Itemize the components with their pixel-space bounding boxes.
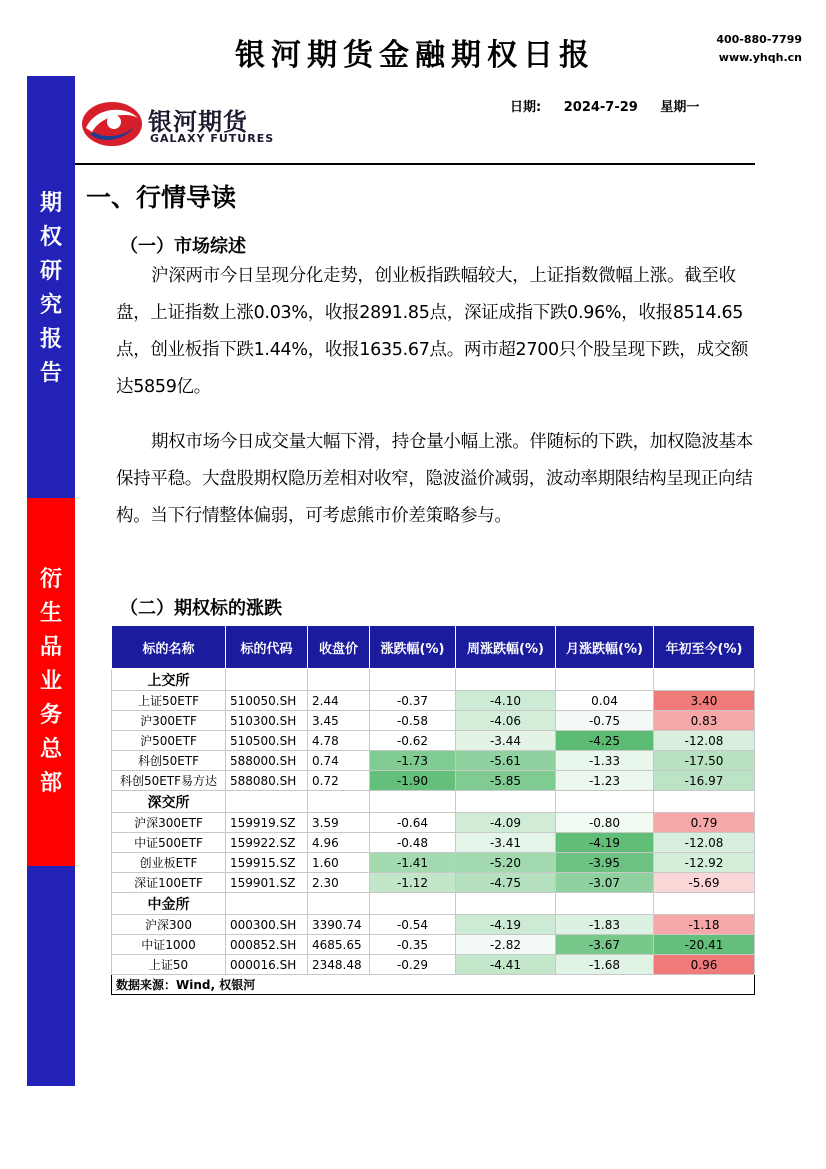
column-header: 标的代码 [226, 626, 308, 669]
value-cell: 3.45 [308, 711, 370, 731]
empty-cell [370, 893, 456, 915]
logo-text-cn: 银河期货 [148, 108, 248, 136]
underlying-code: 000016.SH [226, 955, 308, 975]
value-cell: -20.41 [654, 935, 755, 955]
sidebar-char: 部 [39, 770, 62, 796]
value-cell: -12.08 [654, 731, 755, 751]
empty-cell [370, 669, 456, 691]
value-cell: -5.20 [456, 853, 556, 873]
underlying-name: 科创50ETF易方达 [112, 771, 226, 791]
sidebar-char: 告 [39, 360, 62, 386]
sidebar-mid-band [27, 498, 75, 866]
value-cell: -4.25 [556, 731, 654, 751]
empty-cell [456, 893, 556, 915]
weekday: 星期一 [660, 100, 700, 115]
column-header: 涨跌幅(%) [370, 626, 456, 669]
sidebar-char: 业 [39, 668, 62, 694]
empty-cell [370, 791, 456, 813]
value-cell: -4.10 [456, 691, 556, 711]
underlying-name: 中证1000 [112, 935, 226, 955]
value-cell: 2348.48 [308, 955, 370, 975]
value-cell: -4.75 [456, 873, 556, 893]
company-logo [80, 98, 310, 150]
underlying-code: 000852.SH [226, 935, 308, 955]
section-heading: 一、行情导读 [86, 183, 237, 212]
underlying-name: 上证50ETF [112, 691, 226, 711]
value-cell: -5.85 [456, 771, 556, 791]
empty-cell [654, 893, 755, 915]
exchange-name: 深交所 [112, 791, 226, 813]
value-cell: -0.48 [370, 833, 456, 853]
value-cell: -1.73 [370, 751, 456, 771]
value-cell: -0.58 [370, 711, 456, 731]
underlying-code: 510050.SH [226, 691, 308, 711]
empty-cell [654, 791, 755, 813]
report-title: 银河期货金融期权日报 [235, 38, 595, 73]
sidebar-char: 究 [39, 292, 62, 318]
value-cell: -0.29 [370, 955, 456, 975]
underlying-name: 沪深300ETF [112, 813, 226, 833]
value-cell: -5.69 [654, 873, 755, 893]
sidebar-char: 总 [39, 736, 62, 762]
galaxy-logo-icon [80, 98, 144, 150]
logo-text-en: GALAXY FUTURES [150, 132, 275, 145]
value-cell: -0.54 [370, 915, 456, 935]
sidebar-char: 期 [39, 190, 62, 216]
table-row [112, 833, 755, 853]
value-cell: -1.41 [370, 853, 456, 873]
value-cell: -1.83 [556, 915, 654, 935]
empty-cell [456, 669, 556, 691]
value-cell: -16.97 [654, 771, 755, 791]
value-cell: -4.19 [456, 915, 556, 935]
value-cell: 0.83 [654, 711, 755, 731]
underlying-name: 上证50 [112, 955, 226, 975]
value-cell: 0.74 [308, 751, 370, 771]
empty-cell [556, 669, 654, 691]
value-cell: 0.04 [556, 691, 654, 711]
source-row [112, 975, 755, 995]
value-cell: -0.35 [370, 935, 456, 955]
empty-cell [308, 791, 370, 813]
empty-cell [456, 791, 556, 813]
table-row [112, 915, 755, 935]
value-cell: 4685.65 [308, 935, 370, 955]
sidebar-char: 研 [39, 258, 62, 284]
empty-cell [308, 893, 370, 915]
exchange-name: 中金所 [112, 893, 226, 915]
value-cell: -12.08 [654, 833, 755, 853]
date-value: 2024-7-29 [563, 100, 638, 115]
value-cell: 2.44 [308, 691, 370, 711]
underlying-name: 创业板ETF [112, 853, 226, 873]
underlying-name: 沪500ETF [112, 731, 226, 751]
table-row [112, 955, 755, 975]
empty-cell [556, 893, 654, 915]
value-cell: 4.78 [308, 731, 370, 751]
value-cell: -1.33 [556, 751, 654, 771]
empty-cell [226, 893, 308, 915]
value-cell: -4.41 [456, 955, 556, 975]
group-row [112, 791, 755, 813]
column-header: 周涨跌幅(%) [456, 626, 556, 669]
value-cell: -1.18 [654, 915, 755, 935]
date-label: 日期: [510, 100, 542, 115]
value-cell: -12.92 [654, 853, 755, 873]
subheading-market-overview: （一）市场综述 [120, 236, 246, 257]
sidebar-char: 衍 [39, 566, 62, 592]
value-cell: 2.30 [308, 873, 370, 893]
sidebar-top-band [27, 76, 75, 498]
exchange-name: 上交所 [112, 669, 226, 691]
value-cell: -0.62 [370, 731, 456, 751]
underlying-code: 510300.SH [226, 711, 308, 731]
value-cell: -0.75 [556, 711, 654, 731]
table-row [112, 873, 755, 893]
table-row [112, 691, 755, 711]
underlying-name: 沪深300 [112, 915, 226, 935]
sidebar-char: 报 [39, 326, 62, 352]
underlying-code: 510500.SH [226, 731, 308, 751]
value-cell: 3.59 [308, 813, 370, 833]
value-cell: -3.41 [456, 833, 556, 853]
value-cell: -0.64 [370, 813, 456, 833]
value-cell: 3390.74 [308, 915, 370, 935]
table-row [112, 771, 755, 791]
table-row [112, 813, 755, 833]
underlying-code: 588000.SH [226, 751, 308, 771]
underlying-code: 159922.SZ [226, 833, 308, 853]
underlying-code: 159915.SZ [226, 853, 308, 873]
phone-number: 400-880-7799 [716, 33, 802, 46]
table-row [112, 731, 755, 751]
value-cell: -4.19 [556, 833, 654, 853]
empty-cell [226, 791, 308, 813]
sidebar-char: 权 [39, 224, 62, 250]
underlying-name: 深证100ETF [112, 873, 226, 893]
value-cell: -1.23 [556, 771, 654, 791]
underlying-code: 159919.SZ [226, 813, 308, 833]
data-source-note: 数据来源：Wind, 权银河 [116, 978, 256, 992]
subheading-underlying-moves: （二）期权标的涨跌 [120, 598, 282, 619]
underlying-name: 科创50ETF [112, 751, 226, 771]
value-cell: -1.12 [370, 873, 456, 893]
table-row [112, 711, 755, 731]
underlying-performance-table [111, 625, 755, 995]
value-cell: 0.72 [308, 771, 370, 791]
value-cell: -5.61 [456, 751, 556, 771]
table-row [112, 935, 755, 955]
value-cell: 0.96 [654, 955, 755, 975]
header-divider [75, 163, 755, 165]
empty-cell [654, 669, 755, 691]
value-cell: -0.80 [556, 813, 654, 833]
value-cell: -2.82 [456, 935, 556, 955]
sidebar-char: 生 [39, 600, 62, 626]
value-cell: -3.07 [556, 873, 654, 893]
sidebar-char: 品 [39, 634, 62, 660]
column-header: 月涨跌幅(%) [556, 626, 654, 669]
paragraph-market-overview: 沪深两市今日呈现分化走势，创业板指跌幅较大，上证指数微幅上涨。截至收盘，上证指数上涨0.03%，收报2891.85点，深证成指下跌0.96%，收报8514.65点，创业板指下跌1.44%，收报1635.67点。两市超2700只个股呈现下跌，成交额达5859亿。 [116, 266, 749, 397]
value-cell: -17.50 [654, 751, 755, 771]
group-row [112, 669, 755, 691]
value-cell: 4.96 [308, 833, 370, 853]
underlying-name: 沪300ETF [112, 711, 226, 731]
underlying-code: 159901.SZ [226, 873, 308, 893]
underlying-name: 中证500ETF [112, 833, 226, 853]
value-cell: -3.67 [556, 935, 654, 955]
value-cell: -1.68 [556, 955, 654, 975]
value-cell: -0.37 [370, 691, 456, 711]
value-cell: 1.60 [308, 853, 370, 873]
value-cell: -4.06 [456, 711, 556, 731]
column-header: 年初至今(%) [654, 626, 755, 669]
value-cell: -4.09 [456, 813, 556, 833]
date-line [510, 96, 717, 115]
sidebar-char: 务 [39, 702, 62, 728]
value-cell: 3.40 [654, 691, 755, 711]
value-cell: -1.90 [370, 771, 456, 791]
column-header: 收盘价 [308, 626, 370, 669]
table-row [112, 751, 755, 771]
group-row [112, 893, 755, 915]
value-cell: -3.95 [556, 853, 654, 873]
contact-info [716, 31, 802, 67]
column-header: 标的名称 [112, 626, 226, 669]
underlying-code: 588080.SH [226, 771, 308, 791]
website-link[interactable]: www.yhqh.cn [718, 51, 802, 64]
empty-cell [226, 669, 308, 691]
paragraph-options-market: 期权市场今日成交量大幅下滑，持仓量小幅上涨。伴随标的下跌，加权隐波基本保持平稳。大盘股期权隐历差相对收窄，隐波溢价减弱，波动率期限结构呈现正向结构。当下行情整体偏弱，可考虑熊市价差策略参与。 [116, 432, 753, 526]
empty-cell [556, 791, 654, 813]
value-cell: 0.79 [654, 813, 755, 833]
value-cell: -3.44 [456, 731, 556, 751]
empty-cell [308, 669, 370, 691]
sidebar-bottom-band [27, 866, 75, 1086]
table-row [112, 853, 755, 873]
underlying-code: 000300.SH [226, 915, 308, 935]
